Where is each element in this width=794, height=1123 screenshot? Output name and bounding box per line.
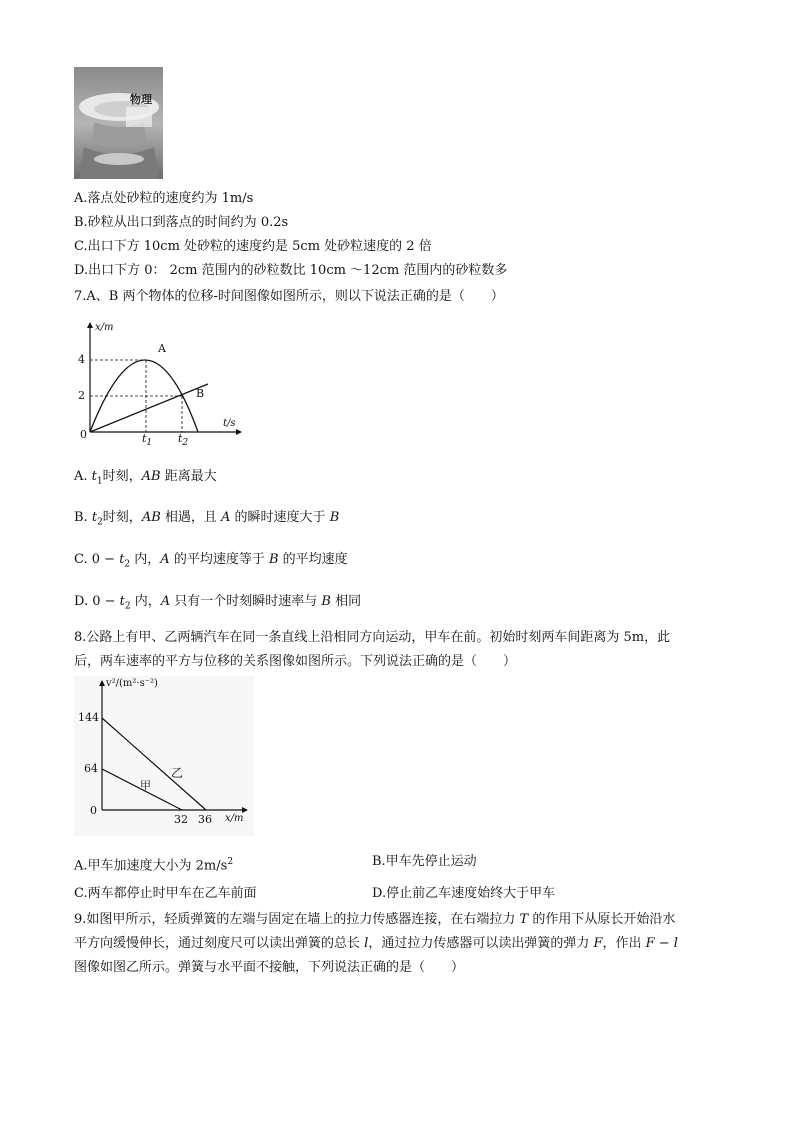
q8-option-a: A.甲车加速度大小为 $2m/s^2$ [74,857,234,874]
q8-v2x-graph [74,676,254,836]
q8-ylabel: v²/(m²·s⁻²) [106,678,158,689]
q8-xlabel: x/m [225,813,244,824]
q7-option-c: C. $0 - t_2$ 内，A 的平均速度等于 B 的平均速度 [74,552,348,570]
q7-stem: 7.A、B 两个物体的位移-时间图像如图所示，则以下说法正确的是（ ） [74,289,504,304]
q7-option-d: D. $0 - t_2$ 内，A 只有一个时刻瞬时速率与 B 相同 [74,594,362,612]
q8-ytick-144: 144 [78,711,99,724]
q6-option-d: D.出口下方 0： 2cm 范围内的砂粒数比 10cm ～12cm 范围内的砂粒数多 [74,263,508,278]
q7-option-a: A. $t_1$时刻，AB 距离最大 [74,469,217,487]
q8-stem-line2: 后，两车速率的平方与位移的关系图像如图所示。下列说法正确的是（ ） [74,654,517,669]
q6-option-a: A.落点处砂粒的速度约为 1m/s [74,191,254,206]
photo-caption: 物理 [130,93,152,106]
q8-option-c: C.两车都停止时甲车在乙车前面 [74,886,257,901]
q8-origin: 0 [90,804,97,817]
q7-origin: 0 [80,428,87,441]
q6-option-b: B.砂粒从出口到落点的时间约为 0.2s [74,215,289,230]
q8-option-b: B.甲车先停止运动 [372,854,477,869]
q8-ytick-64: 64 [84,762,98,775]
sand-photo [74,67,163,179]
q8-line-jia-label: 甲 [140,779,151,792]
q7-xtick-t2: $t_2$ [178,432,189,449]
q7-xt-graph [74,320,244,448]
q9-stem-line1: 9.如图甲所示，轻质弹簧的左端与固定在墙上的拉力传感器连接，在右端拉力 T 的作用下从原长开始沿水 [74,912,676,927]
q9-stem-line2: 平方向缓慢伸长，通过刻度尺可以读出弹簧的总长 l，通过拉力传感器可以读出弹簧的弹力 F，作出 F − l [74,936,678,951]
q7-xtick-t1: $t_1$ [142,432,153,449]
q6-option-c: C.出口下方 10cm 处砂粒的速度约是 5cm 处砂粒速度的 2 倍 [74,239,432,254]
q9-stem-line3: 图像如图乙所示。弹簧与水平面不接触，下列说法正确的是（ ） [74,960,465,975]
q8-line-yi-label: 乙 [171,766,184,780]
q8-option-d: D.停止前乙车速度始终大于甲车 [372,886,556,901]
q7-curve-b-label: B [196,387,205,400]
q7-ytick-2: 2 [78,389,85,402]
q7-xlabel: t/s [223,418,236,429]
q8-stem-line1: 8.公路上有甲、乙两辆汽车在同一条直线上沿相同方向运动，甲车在前。初始时刻两车间距离为 5m，此 [74,630,671,645]
q8-xtick-36: 36 [198,813,212,826]
q7-option-b: B. $t_2$时刻，AB 相遇，且 A 的瞬时速度大于 B [74,510,340,528]
q7-ylabel: x/m [95,322,114,333]
q7-curve-a-label: A [158,342,166,355]
q7-ytick-4: 4 [78,353,85,366]
q8-xtick-32: 32 [174,813,188,826]
